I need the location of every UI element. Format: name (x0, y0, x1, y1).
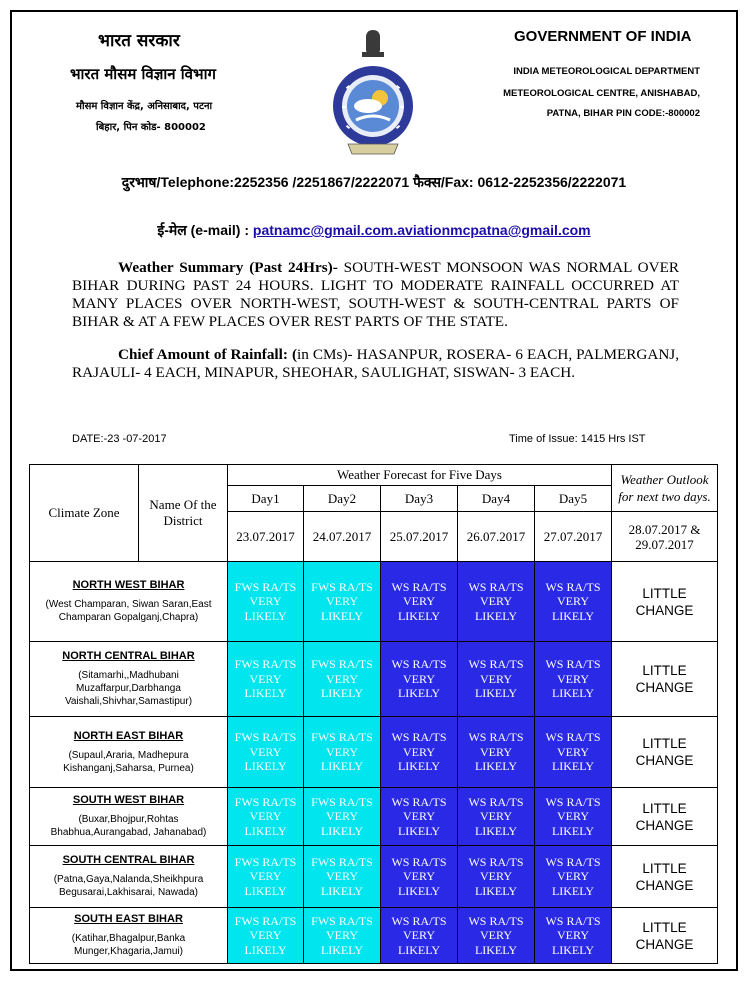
email-label: ई-मेल (e-mail) : (157, 222, 253, 238)
forecast-text: WS RA/TS (391, 730, 447, 745)
forecast-text: WS RA/TS (468, 579, 524, 594)
forecast-text: FWS RA/TS (234, 794, 297, 809)
forecast-cell (458, 908, 535, 964)
hindi-government-title: भारत सरकार (98, 31, 180, 51)
day-date: 25.07.2017 (381, 512, 458, 562)
forecast-text: VERY (402, 869, 435, 884)
forecast-text: FWS RA/TS (234, 854, 297, 869)
forecast-cell (458, 846, 535, 908)
weather-summary-text: SOUTH-WEST MONSOON WAS NORMAL OVER BIHAR DURING PAST 24 HOURS. LIGHT TO MODERATE RAINFALL OCCURRED AT MANY PLACES OVER NORTH-WEST, SOUTH-WEST & SOUTH-CENTRAL PARTS OF BIHAR & AT A FEW PLACES OVER REST PARTS OF THE STATE. (72, 259, 680, 330)
forecast-text: VERY (556, 809, 589, 824)
forecast-text: LIKELY (474, 759, 518, 774)
forecast-text: WS RA/TS (391, 854, 447, 869)
zone-name: NORTH WEST BIHAR (72, 579, 185, 591)
forecast-header: Weather Forecast for Five Days (228, 465, 612, 486)
forecast-text: VERY (249, 928, 282, 943)
forecast-text: WS RA/TS (468, 854, 524, 869)
imd-emblem-logo (328, 28, 418, 158)
forecast-cell (381, 846, 458, 908)
forecast-text: VERY (249, 809, 282, 824)
zone-name: NORTH CENTRAL BIHAR (62, 650, 195, 662)
forecast-text: WS RA/TS (545, 794, 601, 809)
zone-districts: (West Champaran, Siwan Saran,East Champaran Gopalganj,Chapra) (45, 599, 212, 623)
forecast-text: VERY (556, 928, 589, 943)
english-centre-address: METEOROLOGICAL CENTRE, ANISHABAD, (503, 88, 700, 99)
table-row (30, 717, 718, 788)
zone-districts: (Patna,Gaya,Nalanda,Sheikhpura Begusarai,Lakhisarai, Nawada) (53, 874, 204, 898)
forecast-cell (228, 642, 304, 717)
forecast-table (29, 464, 718, 964)
forecast-cell (304, 717, 381, 788)
outlook-cell: LITTLE CHANGE (612, 562, 718, 642)
forecast-text: FWS RA/TS (311, 854, 373, 869)
day-label: Day3 (381, 486, 458, 512)
zone-districts: (Buxar,Bhojpur,Rohtas Bhabhua,Aurangabad, Jahanabad) (50, 814, 207, 838)
forecast-text: LIKELY (244, 759, 287, 774)
forecast-text: LIKELY (397, 883, 441, 898)
day-date: 24.07.2017 (304, 512, 381, 562)
chief-rainfall-text: in CMs)- HASANPUR, ROSERA- 6 EACH, PALMERGANJ, RAJAULI- 4 EACH, MINAPUR, SHEOHAR, SAULIGHAT, SISWAN- 3 EACH. (72, 346, 679, 381)
forecast-text: VERY (249, 744, 282, 759)
forecast-text: WS RA/TS (391, 579, 447, 594)
outlook-dates: 28.07.2017 & 29.07.2017 (612, 512, 718, 562)
forecast-text: LIKELY (551, 759, 595, 774)
table-row (30, 642, 718, 717)
forecast-cell (228, 788, 304, 846)
district-header: Name Of the District (139, 465, 228, 562)
forecast-text: FWS RA/TS (234, 730, 297, 745)
forecast-cell (304, 788, 381, 846)
outlook-cell: LITTLE CHANGE (612, 717, 718, 788)
day-label: Day5 (535, 486, 612, 512)
forecast-text: WS RA/TS (391, 657, 447, 672)
forecast-text: LIKELY (474, 883, 518, 898)
forecast-text: LIKELY (551, 686, 595, 701)
forecast-cell (458, 642, 535, 717)
forecast-text: WS RA/TS (468, 794, 524, 809)
forecast-text: LIKELY (320, 686, 364, 701)
forecast-text: WS RA/TS (545, 730, 601, 745)
forecast-text: VERY (479, 671, 512, 686)
table-row (30, 788, 718, 846)
day-label: Day4 (458, 486, 535, 512)
forecast-cell (228, 846, 304, 908)
forecast-text: WS RA/TS (391, 913, 447, 928)
hindi-pin-code: बिहार, पिन कोड- 800002 (96, 122, 206, 133)
day-date: 26.07.2017 (458, 512, 535, 562)
forecast-cell (458, 717, 535, 788)
forecast-cell (535, 846, 612, 908)
english-government-title: GOVERNMENT OF INDIA (514, 28, 692, 45)
day-label: Day2 (304, 486, 381, 512)
forecast-text: VERY (402, 809, 435, 824)
forecast-text: LIKELY (320, 759, 364, 774)
zone-cell (30, 562, 228, 642)
forecast-text: VERY (402, 594, 435, 609)
forecast-text: VERY (556, 671, 589, 686)
forecast-text: VERY (325, 809, 358, 824)
forecast-text: LIKELY (320, 608, 364, 623)
forecast-text: LIKELY (244, 942, 287, 957)
forecast-cell (228, 717, 304, 788)
forecast-text: VERY (402, 928, 435, 943)
forecast-text: LIKELY (397, 823, 441, 838)
forecast-cell (535, 562, 612, 642)
chief-rainfall-label: Chief Amount of Rainfall: ( (118, 346, 298, 363)
forecast-text: LIKELY (244, 883, 287, 898)
table-row (30, 562, 718, 642)
day-label: Day1 (228, 486, 304, 512)
forecast-text: LIKELY (244, 608, 287, 623)
forecast-cell (381, 908, 458, 964)
forecast-text: FWS RA/TS (311, 913, 373, 928)
forecast-text: VERY (556, 869, 589, 884)
forecast-text: FWS RA/TS (311, 730, 373, 745)
forecast-text: VERY (402, 744, 435, 759)
forecast-text: VERY (325, 671, 358, 686)
outlook-cell: LITTLE CHANGE (612, 846, 718, 908)
zone-name: SOUTH CENTRAL BIHAR (62, 854, 195, 866)
forecast-text: VERY (325, 744, 358, 759)
zone-name: SOUTH WEST BIHAR (72, 794, 185, 806)
forecast-text: FWS RA/TS (311, 579, 373, 594)
forecast-text: LIKELY (551, 608, 595, 623)
forecast-text: FWS RA/TS (311, 794, 373, 809)
forecast-cell (535, 717, 612, 788)
zone-cell (30, 846, 228, 908)
zone-districts: (Katihar,Bhagalpur,Banka Munger,Khagaria,Jamui) (71, 933, 186, 957)
telephone-fax-line: दुरभाष/Telephone:2252356 /2251867/2222071 फैक्स/Fax: 0612-2252356/2222071 (121, 174, 627, 190)
english-department-name: INDIA METEOROLOGICAL DEPARTMENT (513, 66, 700, 77)
forecast-text: VERY (325, 594, 358, 609)
forecast-text: VERY (479, 594, 512, 609)
zone-name: NORTH EAST BIHAR (73, 729, 184, 742)
forecast-text: WS RA/TS (545, 913, 601, 928)
issue-date: DATE:-23 -07-2017 (72, 433, 167, 445)
forecast-text: LIKELY (397, 608, 441, 623)
forecast-cell (381, 788, 458, 846)
zone-cell (30, 717, 228, 788)
forecast-cell (228, 562, 304, 642)
forecast-text: LIKELY (551, 823, 595, 838)
forecast-text: FWS RA/TS (234, 579, 297, 594)
forecast-cell (304, 908, 381, 964)
forecast-text: WS RA/TS (468, 730, 524, 745)
hindi-department-name: भारत मौसम विज्ञान विभाग (70, 65, 216, 83)
forecast-text: LIKELY (244, 686, 287, 701)
hindi-centre-address: मौसम विज्ञान केंद्र, अनिसाबाद, पटना (76, 101, 213, 112)
climate-zone-header: Climate Zone (30, 465, 139, 562)
forecast-text: VERY (249, 671, 282, 686)
weather-summary-label: Weather Summary (Past 24Hrs)- (118, 259, 338, 276)
email-link[interactable]: patnamc@gmail.com.aviationmcpatna@gmail.com (252, 222, 591, 238)
forecast-text: VERY (479, 809, 512, 824)
forecast-cell (304, 642, 381, 717)
forecast-cell (381, 717, 458, 788)
weather-summary (72, 259, 679, 331)
forecast-text: WS RA/TS (545, 854, 601, 869)
forecast-cell (304, 562, 381, 642)
forecast-text: FWS RA/TS (311, 657, 373, 672)
forecast-text: LIKELY (551, 942, 595, 957)
forecast-text: VERY (325, 928, 358, 943)
forecast-text: LIKELY (474, 823, 518, 838)
outlook-cell: LITTLE CHANGE (612, 642, 718, 717)
forecast-text: LIKELY (397, 942, 441, 957)
forecast-cell (535, 788, 612, 846)
outlook-cell: LITTLE CHANGE (612, 908, 718, 964)
english-pin-code: PATNA, BIHAR PIN CODE:-800002 (546, 108, 700, 119)
zone-districts: (Sitamarhi,,Madhubani Muzaffarpur,Darbhanga Vaishali,Shivhar,Samastipur) (64, 670, 193, 707)
forecast-cell (535, 908, 612, 964)
forecast-cell (458, 562, 535, 642)
zone-cell (30, 788, 228, 846)
forecast-text: FWS RA/TS (234, 657, 297, 672)
zone-cell (30, 642, 228, 717)
issue-time: Time of Issue: 1415 Hrs IST (509, 433, 646, 445)
forecast-text: LIKELY (551, 883, 595, 898)
forecast-text: LIKELY (320, 823, 364, 838)
email-line (0, 221, 748, 240)
zone-districts: (Supaul,Araria, Madhepura Kishanganj,Saharsa, Purnea) (63, 749, 194, 774)
table-row (30, 908, 718, 964)
zone-cell (30, 908, 228, 964)
forecast-text: FWS RA/TS (234, 913, 297, 928)
forecast-text: LIKELY (320, 942, 364, 957)
forecast-text: LIKELY (474, 608, 518, 623)
forecast-text: VERY (479, 869, 512, 884)
table-row (30, 846, 718, 908)
forecast-text: WS RA/TS (468, 657, 524, 672)
forecast-text: VERY (402, 671, 435, 686)
forecast-cell (304, 846, 381, 908)
forecast-cell (228, 908, 304, 964)
forecast-cell (381, 562, 458, 642)
forecast-text: VERY (556, 744, 589, 759)
forecast-text: WS RA/TS (391, 794, 447, 809)
outlook-header: Weather Outlook for next two days. (612, 465, 718, 512)
forecast-text: VERY (556, 594, 589, 609)
forecast-text: VERY (479, 928, 512, 943)
forecast-text: LIKELY (320, 883, 364, 898)
forecast-text: LIKELY (244, 823, 287, 838)
outlook-cell: LITTLE CHANGE (612, 788, 718, 846)
day-date: 23.07.2017 (228, 512, 304, 562)
forecast-text: VERY (249, 594, 282, 609)
forecast-text: WS RA/TS (545, 579, 601, 594)
forecast-text: LIKELY (474, 686, 518, 701)
forecast-cell (458, 788, 535, 846)
forecast-text: VERY (249, 869, 282, 884)
forecast-text: VERY (325, 869, 358, 884)
forecast-text: LIKELY (474, 942, 518, 957)
forecast-text: VERY (479, 744, 512, 759)
chief-rainfall (72, 346, 679, 382)
forecast-text: LIKELY (397, 686, 441, 701)
forecast-text: WS RA/TS (468, 913, 524, 928)
day-date: 27.07.2017 (535, 512, 612, 562)
forecast-cell (381, 642, 458, 717)
forecast-cell (535, 642, 612, 717)
forecast-text: LIKELY (397, 759, 441, 774)
forecast-text: WS RA/TS (545, 657, 601, 672)
zone-name: SOUTH EAST BIHAR (74, 913, 183, 925)
